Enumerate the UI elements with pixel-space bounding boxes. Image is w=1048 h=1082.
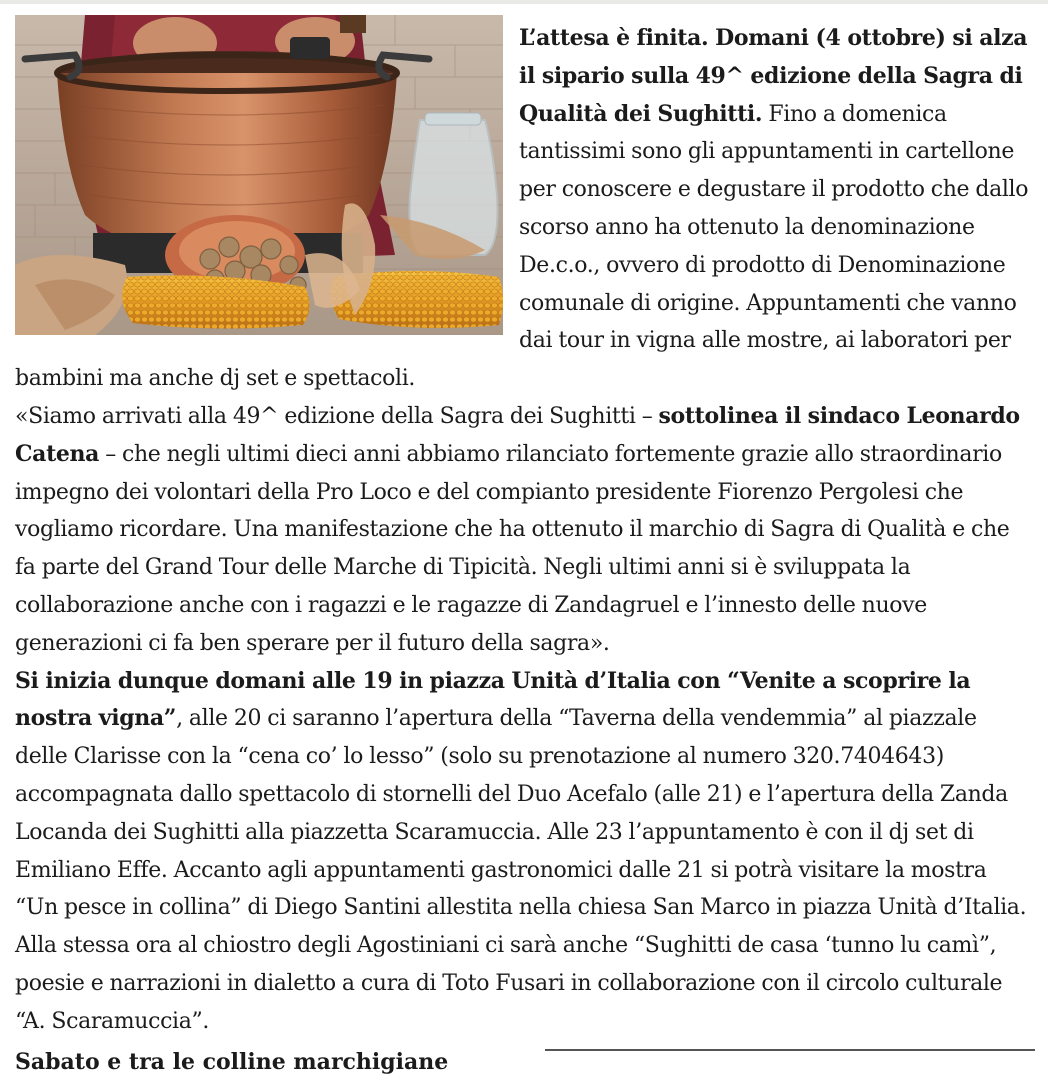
article-photo (15, 15, 503, 335)
quote-text-2: – che negli ultimi dieci anni abbiamo rilanciato fortemente grazie allo straordinario impegno dei volontari della Pro Loco e del compianto presidente Fiorenzo Pergolesi che vogliamo ricordare. Una manifestazione che ha ottenuto il marchio di Sagra di Qualità e che fa parte del Grand Tour delle Marche di Tipicità. Negli ultimi anni si è sviluppata la collaborazione anche con i ragazzi e le ragazze di Zandagruel e l’innesto delle nuove generazioni ci fa ben sperare per il futuro della sagra». (15, 441, 1010, 656)
bottom-divider (545, 1049, 1035, 1051)
article-body (15, 20, 1035, 1041)
intro-text: Fino a domenica tantissimi sono gli appuntamenti in cartellone per conoscere e degustare il prodotto che dallo scorso anno ha ottenuto la denominazione De.c.o., ovvero di prodotto di Denominazione comunale di origine. Appuntamenti che vanno dai tour in vigna alle mostre, ai laboratori per bambini ma anche dj set e spettacoli. (15, 101, 1029, 392)
paragraph-program (15, 663, 1035, 1041)
quote-speaker: sottolinea il sindaco Leonardo Catena (15, 402, 1020, 467)
top-divider (0, 0, 1048, 4)
quote-text-1: «Siamo arrivati alla 49^ edizione della Sagra dei Sughitti – (15, 403, 659, 429)
program-lead: Si inizia dunque domani alle 19 in piazza Unità d’Italia con “Venite a scoprire la nostra vigna” (15, 667, 971, 732)
cut-off-heading: Sabato e tra le colline marchigiane (15, 1049, 449, 1075)
program-text: , alle 20 ci saranno l’apertura della “Taverna della vendemmia” al piazzale delle Clarisse con la “cena co’ lo lesso” (solo su prenotazione al numero 320.7404643) accompagnata dallo spettacolo di stornelli del Duo Acefalo (alle 21) e l’apertura della Zanda Locanda dei Sughitti alla piazzetta Scaramuccia. Alle 23 l’appuntamento è con il dj set di Emiliano Effe. Accanto agli appuntamenti gastronomici dalle 21 si potrà visitare la mostra “Un pesce in collina” di Diego Santini allestita nella chiesa San Marco in piazza Unità d’Italia. Alla stessa ora al chiostro degli Agostiniani ci sarà anche “Sughitti de casa ‘tunno lu camì”, poesie e narrazioni in dialetto a cura di Toto Fusari in collaborazione con il circolo culturale “A. Scaramuccia”. (15, 706, 1027, 1034)
paragraph-quote (15, 398, 1035, 663)
intro-lead: L’attesa è finita. Domani (4 ottobre) si alza il sipario sulla 49^ edizione della Sagra di Qualità dei Sughitti. (519, 25, 1028, 127)
